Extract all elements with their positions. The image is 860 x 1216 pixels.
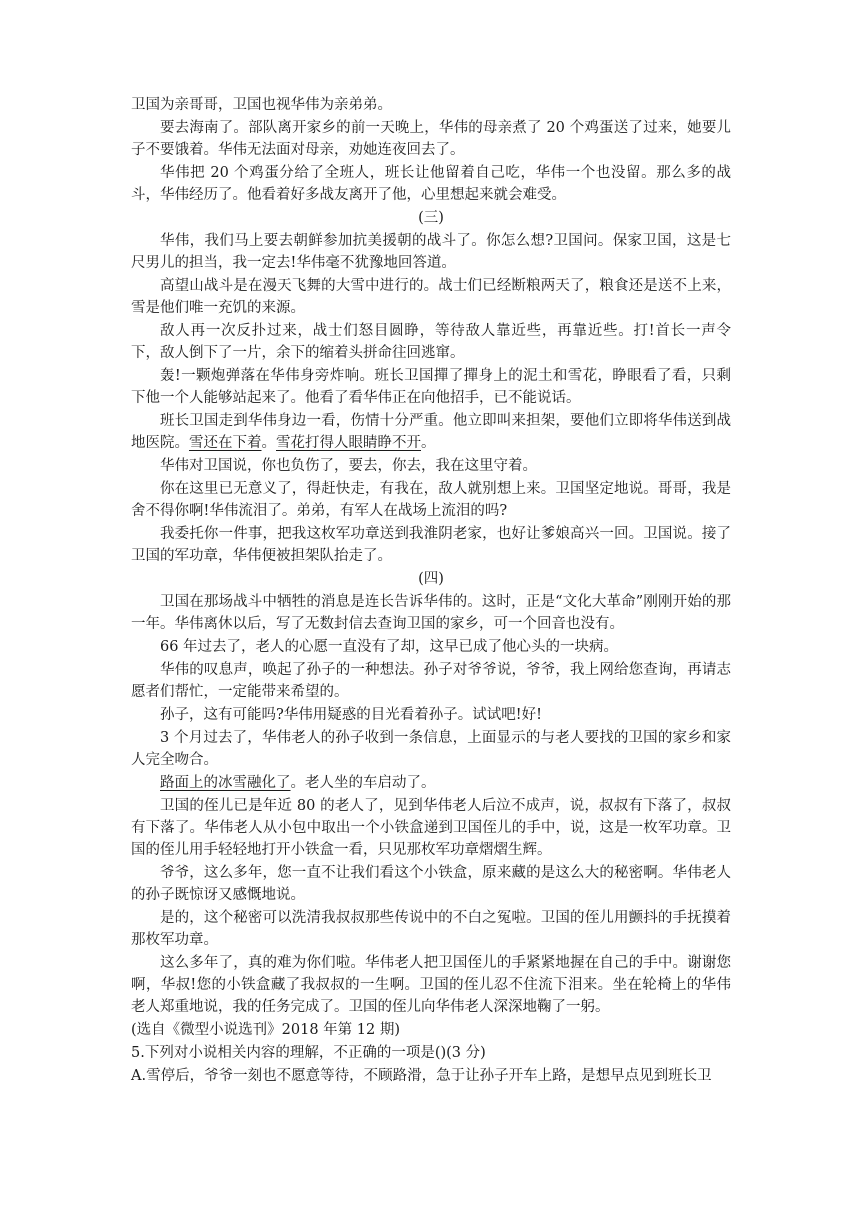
text-run: 卫国在那场战斗中牺牲的消息是连长告诉华伟的。这时，正是“文化大革命”刚刚开始的那一年。华伟离休以后，写了无数封信去查询卫国的家乡，可一个回音也没有。 bbox=[131, 594, 731, 632]
paragraph bbox=[131, 365, 731, 409]
source-citation bbox=[131, 1019, 731, 1041]
paragraph bbox=[131, 162, 731, 206]
text-run: 敌人再一次反扑过来，战士们怒目圆睁，等待敌人靠近些，再靠近些。打!首长一声令下，敌人倒下了一片，余下的缩着头拼命往回逃窜。 bbox=[131, 323, 731, 361]
paragraph bbox=[131, 523, 731, 567]
document-page bbox=[131, 94, 731, 1087]
paragraph bbox=[131, 230, 731, 274]
text-run: (选自《微型小说选刊》2018 年第 12 期) bbox=[131, 1022, 400, 1038]
section-heading bbox=[131, 207, 731, 229]
text-run: 华伟对卫国说，你也负伤了，要去，你去，我在这里守着。 bbox=[160, 458, 537, 474]
text-run: 是的，这个秘密可以洗清我叔叔那些传说中的不白之冤啦。卫国的侄儿用颤抖的手抚摸着那枚军功章。 bbox=[131, 910, 731, 948]
text-run: 卫国为亲哥哥，卫国也视华伟为亲弟弟。 bbox=[131, 97, 392, 113]
text-run: 华伟把 20 个鸡蛋分给了全班人，班长让他留着自己吃，华伟一个也没留。那么多的战斗，华伟经历了。他看着好多战友离开了他，心里想起来就会难受。 bbox=[131, 165, 731, 203]
paragraph bbox=[131, 772, 731, 794]
paragraph bbox=[131, 907, 731, 951]
text-run: A.雪停后，爷爷一刻也不愿意等待，不顾路滑，急于让孙子开车上路，是想早点见到班长卫 bbox=[131, 1068, 712, 1084]
text-run: (三) bbox=[418, 210, 444, 226]
text-run: 班长卫国走到华伟身边一看，伤情十分严重。他立即叫来担架，要他们立即将华伟送到战地医院。 bbox=[131, 413, 731, 451]
paragraph bbox=[131, 704, 731, 726]
text-run: 66 年过去了，老人的心愿一直没有了却，这早已成了他心头的一块病。 bbox=[160, 639, 619, 655]
text-run: 轰!一颗炮弹落在华伟身旁炸响。班长卫国撣了撣身上的泥土和雪花，睁眼看了看，只剩下他一个人能够站起来了。他看了看华伟正在向他招手，已不能说话。 bbox=[131, 368, 731, 406]
text-run: 我委托你一件事，把我这枚军功章送到我淮阴老家，也好让爹娘高兴一回。卫国说。接了卫国的军功章，华伟便被担架队抬走了。 bbox=[131, 526, 731, 564]
text-run: 华伟的叹息声，唤起了孙子的一种想法。孙子对爷爷说，爷爷，我上网给您查询，再请志愿者们帮忙，一定能带来希望的。 bbox=[131, 662, 731, 700]
text-run: 孙子，这有可能吗?华伟用疑惑的目光看着孙子。试试吧!好! bbox=[160, 707, 542, 723]
paragraph bbox=[131, 275, 731, 319]
text-run: 。 bbox=[421, 435, 436, 451]
paragraph bbox=[131, 727, 731, 771]
paragraph bbox=[131, 952, 731, 1018]
paragraph bbox=[131, 795, 731, 861]
paragraph bbox=[131, 659, 731, 703]
question-stem bbox=[131, 1042, 731, 1064]
section-heading bbox=[131, 568, 731, 590]
text-run: 3 个月过去了，华伟老人的孙子收到一条信息，上面显示的与老人要找的卫国的家乡和家人完全吻合。 bbox=[131, 730, 731, 768]
paragraph bbox=[131, 320, 731, 364]
paragraph bbox=[131, 478, 731, 522]
paragraph bbox=[131, 94, 731, 116]
underlined-phrase: 雪还在下着 bbox=[189, 435, 262, 451]
text-run: 你在这里已无意义了，得赶快走，有我在，敌人就别想上来。卫国坚定地说。哥哥，我是舍不得你啊!华伟流泪了。弟弟，有军人在战场上流泪的吗? bbox=[131, 481, 731, 519]
text-run: 5.下列对小说相关内容的理解，不正确的一项是()(3 分) bbox=[131, 1045, 486, 1061]
text-run: 卫国的侄儿已是年近 80 的老人了，见到华伟老人后泣不成声，说，叔叔有下落了，叔叔有下落了。华伟老人从小包中取出一个小铁盒递到卫国侄儿的手中，说，这是一枚军功章。卫国的侄儿用手轻轻地打开小铁盒一看，只见那枚军功章熠熠生辉。 bbox=[131, 798, 731, 858]
paragraph bbox=[131, 455, 731, 477]
text-run: 高望山战斗是在漫天飞舞的大雪中进行的。战士们已经断粮两天了，粮食还是送不上来，雪是他们唯一充饥的来源。 bbox=[131, 278, 731, 316]
underlined-phrase: 路面上的冰雪融化了 bbox=[160, 775, 291, 791]
answer-option bbox=[131, 1065, 731, 1087]
text-run: (四) bbox=[418, 571, 444, 587]
text-run: 要去海南了。部队离开家乡的前一天晚上，华伟的母亲煮了 20 个鸡蛋送了过来，她要儿子不要饿着。华伟无法面对母亲，劝她连夜回去了。 bbox=[131, 120, 731, 158]
paragraph bbox=[131, 117, 731, 161]
paragraph bbox=[131, 636, 731, 658]
underlined-phrase: 雪花打得人眼睛睁不开 bbox=[276, 435, 421, 451]
text-run: 。 bbox=[261, 435, 276, 451]
paragraph bbox=[131, 862, 731, 906]
text-run: 华伟，我们马上要去朝鲜参加抗美援朝的战斗了。你怎么想?卫国问。保家卫国，这是七尺男儿的担当，我一定去!华伟毫不犹豫地回答道。 bbox=[131, 233, 731, 271]
text-run: 。老人坐的车启动了。 bbox=[290, 775, 436, 791]
paragraph bbox=[131, 410, 731, 454]
text-run: 爷爷，这么多年，您一直不让我们看这个小铁盒，原来藏的是这么大的秘密啊。华伟老人的孙子既惊讶又感慨地说。 bbox=[131, 865, 731, 903]
paragraph bbox=[131, 591, 731, 635]
text-run: 这么多年了，真的难为你们啦。华伟老人把卫国侄儿的手紧紧地握在自己的手中。谢谢您啊，华叔!您的小铁盒藏了我叔叔的一生啊。卫国的侄儿忍不住流下泪来。坐在轮椅上的华伟老人郑重地说，我的任务完成了。卫国的侄儿向华伟老人深深地鞠了一躬。 bbox=[131, 955, 731, 1015]
